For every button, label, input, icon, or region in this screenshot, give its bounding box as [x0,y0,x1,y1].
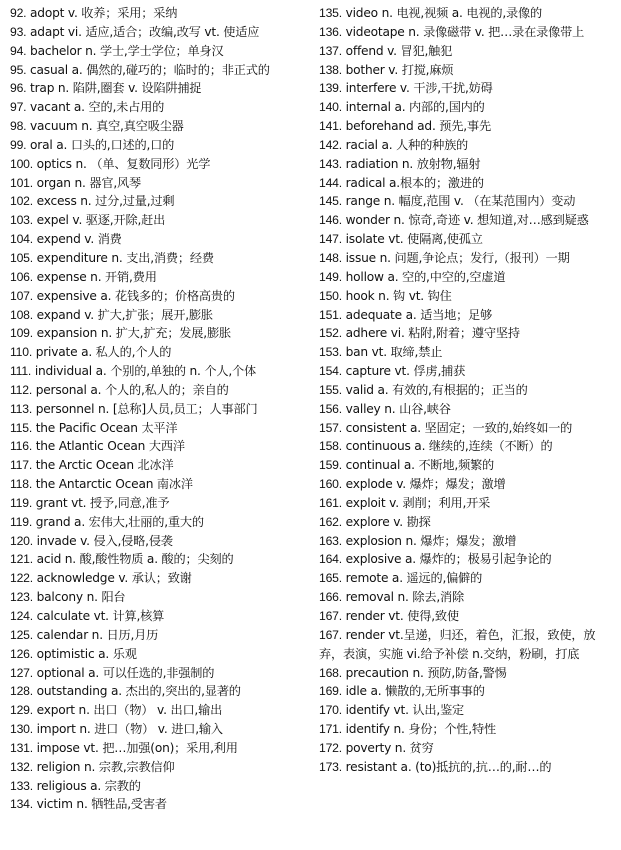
vocab-entry [10,550,302,569]
entry-text: individual a. 个别的,单独的 n. 个人,个体 [34,364,257,379]
entry-number: 124. [10,609,33,623]
entry-number: 95. [10,62,27,77]
entry-text: isolate vt. 使隔离,使孤立 [345,232,483,247]
vocab-entry [10,494,302,513]
entry-text: explosive a. 爆炸的；极易引起争论的 [345,552,552,567]
vocab-entry [319,211,611,230]
vocab-entry [10,249,302,268]
entry-number: 158. [319,439,342,454]
entry-text: excess n. 过分,过量,过剩 [36,194,175,209]
vocab-entry [10,287,302,306]
entry-number: 127. [10,665,33,680]
vocab-entry [319,4,611,23]
vocab-entry [10,795,302,814]
entry-number: 97. [10,100,27,115]
entry-number: 104. [10,232,33,247]
entry-number: 145. [319,194,342,209]
entry-text: identify vt. 认出,鉴定 [345,703,465,718]
vocab-entry [319,400,611,419]
vocab-entry [10,343,302,362]
entry-number: 132. [10,759,33,774]
vocab-entry [10,626,302,645]
entry-text: explode v. 爆炸；爆发；激增 [345,477,506,492]
entry-text: explosion n. 爆炸；爆发；激增 [345,533,517,548]
entry-text: explore v. 勘探 [345,514,431,529]
vocab-entry [319,362,611,381]
entry-text: oral a. 口头的,口述的,口的 [30,137,175,152]
vocab-entry [10,117,302,136]
entry-text: range n. 幅度,范围 v. （在某范围内）变动 [345,194,576,209]
entry-text: poverty n. 贫穷 [345,740,434,755]
entry-number: 96. [10,81,27,96]
entry-number: 100. [10,156,33,171]
entry-text: adapt vi. 适应,适合；改编,改写 vt. 使适应 [30,24,260,39]
vocab-entry [10,230,302,249]
entry-number: 107. [10,288,33,303]
vocab-entry [10,306,302,325]
vocab-entry [10,607,302,626]
entry-number: 169. [319,684,342,699]
vocab-entry [10,645,302,664]
entry-text: trap n. 陷阱,圈套 v. 设陷阱捕捉 [30,81,202,96]
entry-text: identify n. 身份；个性,特性 [345,722,496,737]
entry-number: 129. [10,703,33,718]
entry-text: video n. 电视,视频 a. 电视的,录像的 [345,6,542,20]
vocab-entry [319,513,611,532]
entry-text: impose vt. 把…加强(on)；采用,利用 [36,740,238,755]
entry-text: precaution n. 预防,防备,警惕 [345,665,507,680]
entry-number: 150. [319,288,342,303]
vocab-entry [319,79,611,98]
entry-number: 168. [319,665,342,680]
vocab-entry [10,324,302,343]
entry-number: 141. [319,119,342,134]
vocab-entry [10,192,302,211]
entry-text: adequate a. 适当地；足够 [345,307,493,322]
vocab-entry [319,287,611,306]
entry-text: personal a. 个人的,私人的；亲自的 [35,382,229,397]
entry-text: resistant a. (to)抵抗的,抗…的,耐…的 [345,759,552,774]
entry-text: export n. 出口（物） v. 出口,输出 [36,703,223,718]
entry-text: continual a. 不断地,频繁的 [345,458,495,473]
left-column [10,4,302,814]
entry-number: 102. [10,194,33,209]
entry-number: 166. [319,590,342,605]
vocab-entry [10,381,302,400]
entry-text: expend v. 消费 [36,232,122,247]
vocab-entry [10,268,302,287]
vocab-entry [10,136,302,155]
entry-number: 105. [10,250,33,265]
entry-number: 126. [10,646,33,661]
entry-text: issue n. 问题,争论点；发行,（报刊）一期 [345,250,570,265]
vocab-entry [319,739,611,758]
entry-number: 99. [10,137,27,152]
entry-text: remote a. 遥远的,偏僻的 [345,571,483,586]
entry-text: outstanding a. 杰出的,突出的,显著的 [36,684,241,699]
entry-text: calculate vt. 计算,核算 [36,609,165,623]
entry-text: ban vt. 取缔,禁止 [345,345,443,360]
entry-number: 131. [10,740,33,755]
vocab-entry [319,532,611,551]
vocab-entry [319,720,611,739]
entry-text: adopt v. 收养；采用；采纳 [30,6,178,20]
entry-number: 144. [319,175,342,190]
entry-number: 119. [10,514,33,529]
vocab-entry [10,739,302,758]
entry-number: 139. [319,81,342,96]
entry-text: calendar n. 日历,月历 [36,627,159,642]
entry-text: wonder n. 惊奇,奇迹 v. 想知道,对…感到疑惑 [345,213,589,228]
vocab-entry [319,98,611,117]
entry-text: internal a. 内部的,国内的 [345,100,485,115]
entry-text: removal n. 除去,消除 [345,590,465,605]
entry-number: 136. [319,24,342,39]
entry-number: 138. [319,62,342,77]
vocab-entry [10,682,302,701]
vocab-entry [319,475,611,494]
entry-text: expansion n. 扩大,扩充；发展,膨胀 [36,326,231,341]
vocab-entry [319,117,611,136]
entry-number: 142. [319,137,342,152]
entry-number: 128. [10,684,33,699]
vocab-entry [319,324,611,343]
entry-text: beforehand ad. 预先,事先 [345,119,491,134]
entry-number: 154. [319,364,342,379]
entry-number: 151. [319,307,342,322]
vocab-entry [319,155,611,174]
entry-number: 103. [10,213,33,228]
vocab-entry [319,494,611,513]
entry-text: religion n. 宗教,宗教信仰 [36,759,175,774]
vocab-entry [319,550,611,569]
entry-number: 167. [319,609,342,623]
entry-number: 140. [319,100,342,115]
vocab-entry [319,381,611,400]
vocab-entry [319,419,611,438]
entry-text: the Arctic Ocean 北冰洋 [35,458,174,473]
entry-number: 137. [319,43,342,58]
vocab-entry [10,23,302,42]
vocab-entry [319,437,611,456]
entry-number: 148. [319,250,342,265]
entry-text: expense n. 开销,费用 [36,269,157,284]
entry-number: 133. [10,778,33,793]
entry-number: 111. [10,364,32,379]
entry-text: interfere v. 干涉,干扰,妨碍 [345,81,493,96]
entry-number: 149. [319,269,342,284]
vocab-entry [10,720,302,739]
entry-text: consistent a. 坚固定；一致的,始终如一的 [345,420,573,435]
vocab-entry [10,400,302,419]
entry-text: optics n. （单、复数同形）光学 [36,156,211,171]
entry-text: hook n. 钩 vt. 钩住 [345,288,452,303]
entry-number: 156. [319,401,342,416]
entry-number: 108. [10,307,33,322]
vocab-entry [10,569,302,588]
entry-number: 172. [319,740,342,755]
entry-text: valley n. 山谷,峡谷 [345,401,451,416]
entry-number: 143. [319,156,342,171]
vocab-entry [10,61,302,80]
entry-text: radiation n. 放射物,辐射 [345,156,481,171]
vocab-entry [319,23,611,42]
entry-number: 116. [10,439,33,454]
vocab-entry [10,155,302,174]
vocab-entry [319,249,611,268]
entry-number: 117. [10,458,33,473]
entry-text: offend v. 冒犯,触犯 [345,43,453,58]
vocab-entry [319,456,611,475]
vocab-entry [319,607,611,626]
entry-text: invade v. 侵入,侵略,侵袭 [36,533,173,548]
entry-number: 159. [319,458,342,473]
vocab-entry [10,664,302,683]
vocab-entry [319,569,611,588]
entry-text: optimistic a. 乐观 [36,646,137,661]
entry-number: 112. [10,382,33,397]
entry-text: render vt.呈递，归还，着色，汇报，致使，放弃，表演，实施 vi.给予补偿 n.交纳，粉刷，打底 [319,627,596,661]
entry-number: 94. [10,43,27,58]
vocab-entry [319,701,611,720]
entry-text: organ n. 器官,风琴 [36,175,141,190]
entry-number: 135. [319,6,342,20]
entry-text: acid n. 酸,酸性物质 a. 酸的；尖刻的 [36,552,234,567]
entry-number: 165. [319,571,342,586]
vocab-entry [319,174,611,193]
vocab-entry [10,362,302,381]
entry-number: 93. [10,24,27,39]
entry-text: adhere vi. 粘附,附着；遵守坚持 [345,326,520,341]
entry-text: render vt. 使得,致使 [345,609,459,623]
entry-text: hollow a. 空的,中空的,空虚道 [345,269,506,284]
vocab-entry [319,664,611,683]
entry-number: 147. [319,232,342,247]
entry-number: 115. [10,420,33,435]
entry-number: 163. [319,533,342,548]
entry-number: 92. [10,6,27,20]
entry-number: 153. [319,345,342,360]
vocab-entry [319,758,611,777]
vocab-entry [10,437,302,456]
entry-text: idle a. 懒散的,无所事事的 [345,684,485,699]
vocab-entry [10,532,302,551]
entry-text: expensive a. 花钱多的；价格高贵的 [36,288,235,303]
vocab-entry [319,343,611,362]
entry-text: the Pacific Ocean 太平洋 [35,420,178,435]
entry-number: 162. [319,514,342,529]
entry-number: 98. [10,119,27,134]
vocab-entry [10,513,302,532]
entry-number: 173. [319,759,342,774]
entry-number: 161. [319,495,342,510]
vocab-entry [10,4,302,23]
right-column [319,4,611,777]
entry-number: 171. [319,722,342,737]
entry-number: 170. [319,703,342,718]
entry-number: 122. [10,571,33,586]
entry-number: 146. [319,213,342,228]
entry-number: 110. [10,345,33,360]
vocab-entry [10,42,302,61]
entry-text: balcony n. 阳台 [36,590,126,605]
entry-number: 134. [10,797,33,812]
entry-number: 118. [10,477,33,492]
vocab-entry [319,42,611,61]
vocab-entry [10,777,302,796]
vocab-entry [319,61,611,80]
entry-text: optional a. 可以任选的,非强制的 [36,665,215,680]
entry-text: valid a. 有效的,有根据的；正当的 [345,382,528,397]
vocab-entry [319,682,611,701]
vocab-entry [10,419,302,438]
entry-text: expel v. 驱逐,开除,赶出 [36,213,166,228]
entry-text: acknowledge v. 承认；致谢 [36,571,192,586]
entry-number: 152. [319,326,342,341]
vocab-entry [319,626,611,664]
entry-text: vacuum n. 真空,真空吸尘器 [30,119,184,134]
entry-text: grant vt. 授予,同意,准予 [35,495,170,510]
entry-number: 125. [10,627,33,642]
entry-text: victim n. 牺牲品,受害者 [36,797,167,812]
entry-text: expand v. 扩大,扩张；展开,膨胀 [36,307,213,322]
entry-number: 123. [10,590,33,605]
entry-number: 106. [10,269,33,284]
vocab-entry [10,588,302,607]
entry-text: vacant a. 空的,未占用的 [30,100,165,115]
entry-number: 120. [10,533,33,548]
vocab-entry [10,475,302,494]
entry-text: videotape n. 录像磁带 v. 把…录在录像带上 [345,24,585,39]
entry-number: 157. [319,420,342,435]
entry-number: 160. [319,477,342,492]
vocab-entry [10,701,302,720]
entry-number: 155. [319,382,342,397]
entry-text: radical a.根本的；激进的 [345,175,484,190]
entry-text: import n. 进口（物） v. 进口,输入 [36,722,223,737]
entry-text: expenditure n. 支出,消费；经费 [36,250,214,265]
entry-number: 109. [10,326,33,341]
vocab-entry [319,192,611,211]
entry-text: continuous a. 继续的,连续（不断）的 [345,439,553,454]
vocab-entry [319,268,611,287]
vocab-entry [319,306,611,325]
entry-text: racial a. 人种的种族的 [345,137,469,152]
vocab-entry [10,174,302,193]
entry-text: capture vt. 俘虏,捕获 [345,364,466,379]
entry-number: 121. [10,552,33,567]
entry-text: religious a. 宗教的 [36,778,141,793]
entry-text: the Atlantic Ocean 大西洋 [35,439,185,454]
vocab-entry [10,79,302,98]
vocab-entry [10,758,302,777]
entry-number: 167. [319,627,342,642]
entry-number: 164. [319,552,342,567]
entry-text: the Antarctic Ocean 南冰洋 [35,477,193,492]
entry-number: 119. [10,495,33,510]
entry-text: personnel n. [总称]人员,员工；人事部门 [35,401,258,416]
vocab-entry [10,211,302,230]
entry-text: private a. 私人的,个人的 [35,345,172,360]
vocab-entry [319,136,611,155]
vocab-entry [319,588,611,607]
entry-text: grand a. 宏伟大,壮丽的,重大的 [35,514,204,529]
entry-number: 113. [10,401,33,416]
entry-text: bother v. 打搅,麻烦 [345,62,454,77]
entry-number: 130. [10,722,33,737]
entry-text: casual a. 偶然的,碰巧的；临时的；非正式的 [30,62,270,77]
entry-text: bachelor n. 学士,学士学位；单身汉 [30,43,224,58]
vocab-entry [10,456,302,475]
vocab-entry [319,230,611,249]
entry-number: 101. [10,175,33,190]
vocab-entry [10,98,302,117]
entry-text: exploit v. 剥削；利用,开采 [345,495,491,510]
